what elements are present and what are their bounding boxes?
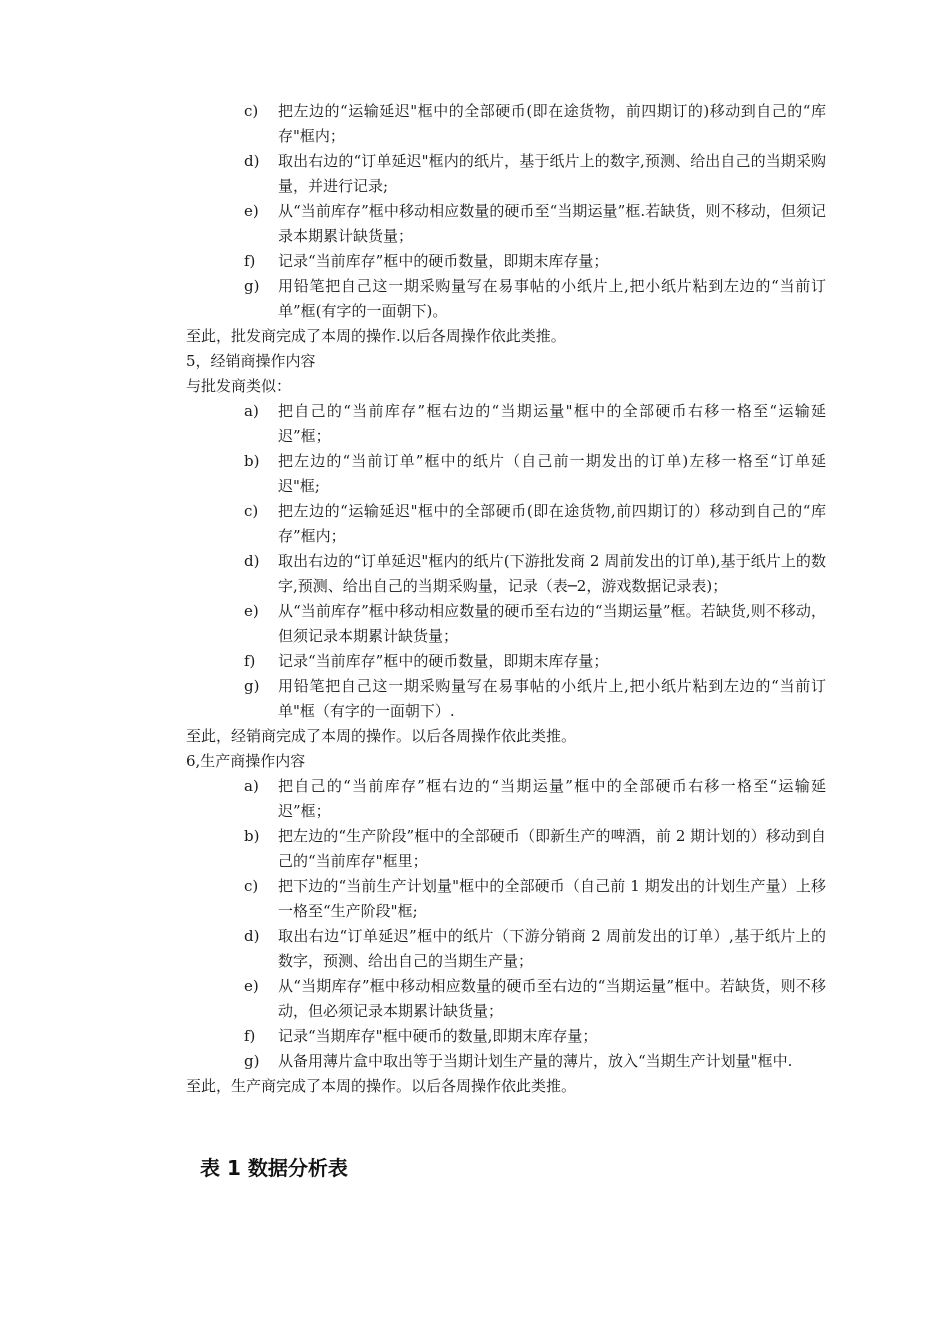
paragraph: 5，经销商操作内容 — [186, 352, 316, 370]
list-item-text: 把左边的“运输延迟"框中的全部硬币(即在途货物，前四期订的)移动到自己的“库存"框内； — [278, 102, 826, 145]
list-item-label: f) — [244, 652, 256, 670]
table-title: 表 1 数据分析表 — [200, 1156, 348, 1180]
list-item-text: 记录“当前库存”框中的硬币数量，即期末库存量； — [278, 252, 609, 270]
list-item-text: 从备用薄片盒中取出等于当期计划生产量的薄片，放入“当期生产计划量"框中. — [278, 1052, 793, 1070]
list-item — [244, 99, 826, 149]
list-item-text: 记录“当前库存”框中的硬币数量，即期末库存量； — [278, 652, 609, 670]
paragraph: 与批发商类似： — [186, 377, 292, 395]
list-item-text: 把左边的“运输延迟"框中的全部硬币(即在途货物,前四期订的）移动到自己的“库存”框内； — [278, 502, 826, 545]
list-item-label: g) — [244, 277, 260, 295]
list-item — [244, 249, 826, 274]
list-item — [244, 149, 826, 199]
list-item — [244, 199, 826, 249]
list-item-label: e) — [244, 202, 259, 220]
list-item-label: g) — [244, 1052, 260, 1070]
list-item — [244, 274, 826, 324]
list-item-label: b) — [244, 827, 260, 845]
list-item — [244, 449, 826, 499]
document-body — [186, 99, 826, 1099]
list-item-label: a) — [244, 777, 259, 795]
list-item-text: 从“当前库存”框中移动相应数量的硬币至“当期运量”框.若缺货，则不移动，但须记录本期累计缺货量； — [278, 202, 826, 245]
list-item-label: f) — [244, 1027, 256, 1045]
list-item — [244, 399, 826, 449]
list-item-label: d) — [244, 927, 260, 945]
paragraph: 至此，批发商完成了本周的操作.以后各周操作依此类推。 — [186, 327, 566, 345]
list-item-label: d) — [244, 152, 260, 170]
list-item-label: e) — [244, 977, 259, 995]
list-item-text: 把左边的“生产阶段”框中的全部硬币（即新生产的啤酒，前 2 期计划的）移动到自己的“当前库存"框里； — [278, 827, 826, 870]
list-item-label: f) — [244, 252, 256, 270]
list-item — [244, 649, 826, 674]
list-item-text: 用铅笔把自己这一期采购量写在易事帖的小纸片上,把小纸片粘到左边的“当前订单”框(有字的一面朝下)。 — [278, 277, 826, 320]
list-item-text: 把左边的“当前订单”框中的纸片（自己前一期发出的订单)左移一格至“订单延迟"框; — [278, 452, 826, 495]
list-item — [244, 974, 826, 1024]
list-item-label: b) — [244, 452, 260, 470]
list-item — [244, 874, 826, 924]
list-item — [244, 924, 826, 974]
list-item — [244, 1024, 826, 1049]
paragraph: 至此，经销商完成了本周的操作。以后各周操作依此类推。 — [186, 727, 577, 745]
list-item-text: 用铅笔把自己这一期采购量写在易事帖的小纸片上,把小纸片粘到左边的“当前订单"框（有字的一面朝下）. — [278, 677, 826, 720]
list-item-label: e) — [244, 602, 259, 620]
paragraph: 6,生产商操作内容 — [186, 752, 306, 770]
list-item-label: d) — [244, 552, 260, 570]
list-item-label: g) — [244, 677, 260, 695]
list-item — [244, 549, 826, 599]
list-item — [244, 774, 826, 824]
list-item-label: c) — [244, 877, 259, 895]
list-item — [244, 499, 826, 549]
list-item-text: 记录“当期库存"框中硬币的数量,即期末库存量； — [278, 1027, 598, 1045]
list-item-text: 取出右边“订单延迟”框中的纸片（下游分销商 2 周前发出的订单）,基于纸片上的数字，预测、给出自己的当期生产量； — [278, 927, 826, 970]
paragraph: 至此，生产商完成了本周的操作。以后各周操作依此类推。 — [186, 1077, 577, 1095]
list-item-text: 把下边的“当前生产计划量"框中的全部硬币（自己前 1 期发出的计划生产量）上移一格至“生产阶段"框; — [278, 877, 826, 920]
list-item-text: 从“当期库存”框中移动相应数量的硬币至右边的“当期运量”框中。若缺货，则不移动，但必须记录本期累计缺货量； — [278, 977, 826, 1020]
list-item — [244, 1049, 826, 1074]
list-item-label: c) — [244, 102, 259, 120]
list-item-label: a) — [244, 402, 259, 420]
list-item-text: 取出右边的“订单延迟"框内的纸片(下游批发商 2 周前发出的订单),基于纸片上的数字,预测、给出自己的当期采购量，记录（表─2，游戏数据记录表)； — [278, 552, 826, 595]
list-item-text: 把自己的“当前库存”框右边的“当期运量"框中的全部硬币右移一格至“运输延迟”框； — [278, 402, 826, 445]
list-item — [244, 599, 826, 649]
list-item — [244, 674, 826, 724]
list-item-label: c) — [244, 502, 259, 520]
list-item-text: 把自己的“当前库存”框右边的“当期运量”框中的全部硬币右移一格至“运输延迟”框； — [278, 777, 826, 820]
list-item — [244, 824, 826, 874]
list-item-text: 取出右边的“订单延迟"框内的纸片，基于纸片上的数字,预测、给出自己的当期采购量，并进行记录; — [278, 152, 826, 195]
list-item-text: 从“当前库存”框中移动相应数量的硬币至右边的“当期运量”框。若缺货,则不移动，但须记录本期累计缺货量； — [278, 602, 826, 645]
